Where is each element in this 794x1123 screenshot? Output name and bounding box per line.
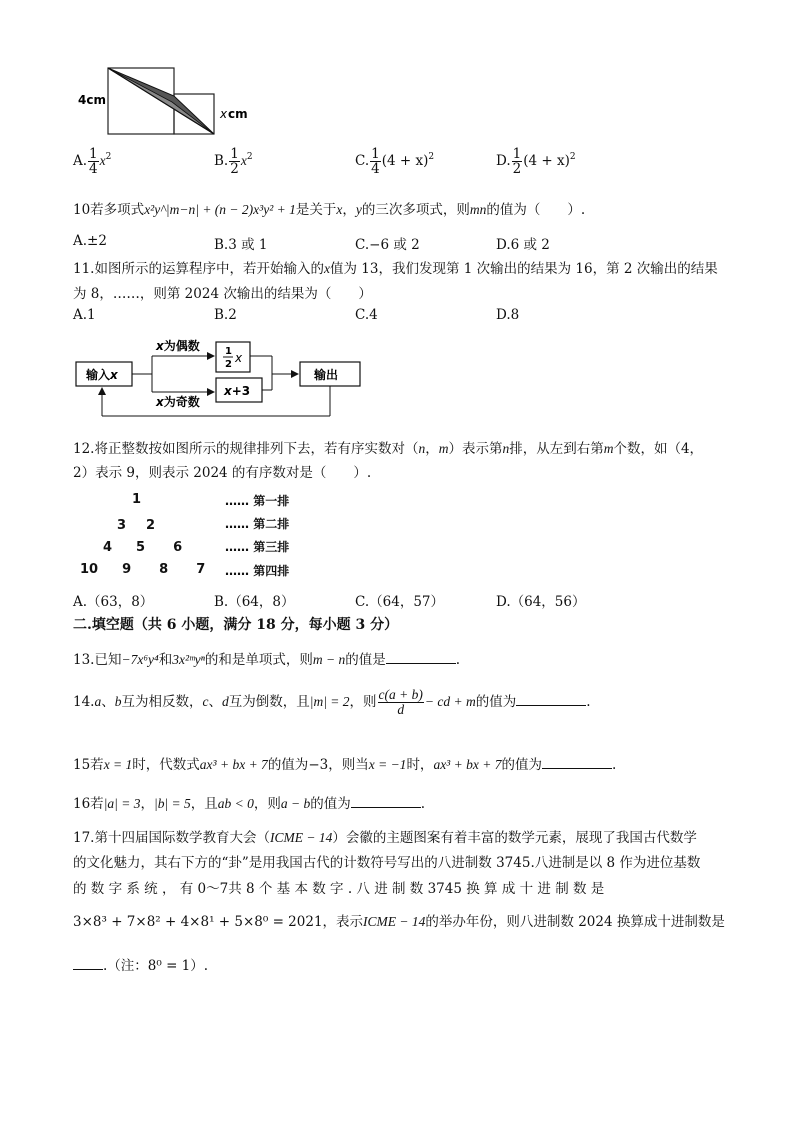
q10-option-b[interactable]: B.3 或 1 [214,237,268,253]
flow-input: 输入x [86,368,118,382]
q9-option-b[interactable]: B. $\frac{1}{2}$ $x^2$ [214,146,253,178]
q12-row-3: 4 5 6 [103,540,183,555]
q12-label-3: …… 第三排 [225,540,290,554]
label-4cm: 4cm [78,93,106,107]
q10-option-a[interactable]: A.±2 [73,233,107,249]
q17-line1: 17.第十四届国际数学教育大会（ICME − 14）会徽的主题图案有着丰富的数学元素，展现了我国古代数学 [73,830,697,846]
q16: 16若|a| = 3，|b| = 5，且ab < 0，则a − b的值为 . [73,796,426,812]
q12-stem-line1: 12.将正整数按如图所示的规律排列下去，若有序实数对（n，m）表示第n排，从左到右第m个数，如（4， [73,441,704,457]
q11-option-d[interactable]: D.8 [496,307,520,323]
q10-option-d[interactable]: D.6 或 2 [496,237,550,253]
q17-line4: 3×8³ + 7×8² + 4×8¹ + 5×8⁰ = 2021，表示ICME − 14的举办年份，则八进制数 2024 换算成十进制数是 [73,914,725,930]
q17-answer-blank[interactable] [73,969,103,970]
q9-option-c[interactable]: C. $\frac{1}{4}$ $(4 + x)^2$ [355,146,435,178]
svg-text:x: x [235,351,243,365]
q14-answer-blank[interactable] [516,705,586,706]
q12-option-b[interactable]: B.（64，8） [214,594,295,610]
q11-stem-line1: 11.如图所示的运算程序中，若开始输入的x值为 13，我们发现第 1 次输出的结果为 16，第 2 次输出的结果 [73,261,718,277]
q12-row-1: 1 [132,492,142,507]
flow-even: x为偶数 [156,339,200,353]
q13: 13.已知−7x⁶y⁴和3x²ᵐyⁿ的和是单项式，则m − n的值是 . [73,652,461,668]
q12-row-2: 3 2 [117,518,156,533]
q9-option-d[interactable]: D. $\frac{1}{2}$ $(4 + x)^2$ [496,146,576,178]
label-x: x [220,107,228,121]
q11-stem-line2: 为 8，……，则第 2024 次输出的结果为（ ） [73,286,372,302]
q9-figure [72,62,252,144]
q15: 15若x = 1时，代数式ax³ + bx + 7的值为−3，则当x = −1时，ax³ + bx + 7的值为 . [73,757,617,773]
q12-option-d[interactable]: D.（64，56） [496,594,586,610]
q12-label-1: …… 第一排 [225,494,290,508]
flow-half-den: 2 [225,359,232,370]
q10-option-c[interactable]: C.−6 或 2 [355,237,420,253]
flow-half-num: 1 [225,346,232,357]
section-fill-in-heading: 二.填空题（共 6 小题，满分 18 分，每小题 3 分） [73,617,399,633]
q12-option-c[interactable]: C.（64，57） [355,594,444,610]
q12-label-2: …… 第二排 [225,517,290,531]
q12-row-4: 10 9 8 7 [80,562,206,577]
q17-line5: .（注：8⁰ = 1）. [73,954,208,974]
label-cm: cm [228,107,248,121]
q16-answer-blank[interactable] [351,807,421,808]
q12-option-a[interactable]: A.（63，8） [73,594,154,610]
q14: 14.a、b互为相反数，c、d互为倒数，且|m| = 2，则 $\frac{c(a + b)}{d}$ − cd + m的值为 . [73,687,591,718]
q11-option-c[interactable]: C.4 [355,307,378,323]
flow-output: 输出 [314,368,339,382]
q12-stem-line2: 2）表示 9，则表示 2024 的有序数对是（ ）. [73,465,372,481]
q10-stem: 10若多项式x²y^|m−n| + (n − 2)x³y² + 1是关于x，y的三次多项式，则mn的值为（ ）. [73,202,586,218]
q15-answer-blank[interactable] [542,768,612,769]
flow-odd: x为奇数 [156,395,200,409]
q17-line2: 的文化魅力，其右下方的“卦”是用我国古代的计数符号写出的八进制数 3745.八进制是以 8 作为进位基数 [73,855,701,871]
q13-answer-blank[interactable] [386,663,456,664]
q12-label-4: …… 第四排 [225,564,290,578]
q9-option-a[interactable]: A. $\frac{1}{4}$ $x^2$ [73,146,112,178]
q11-option-a[interactable]: A.1 [73,307,96,323]
q11-flowchart [72,336,372,422]
flow-plus3: x+3 [224,384,251,398]
q11-option-b[interactable]: B.2 [214,307,237,323]
q17-line3: 的 数 字 系 统 ， 有 0～7共 8 个 基 本 数 字 . 八 进 制 数 3745 换 算 成 十 进 制 数 是 [73,881,605,897]
